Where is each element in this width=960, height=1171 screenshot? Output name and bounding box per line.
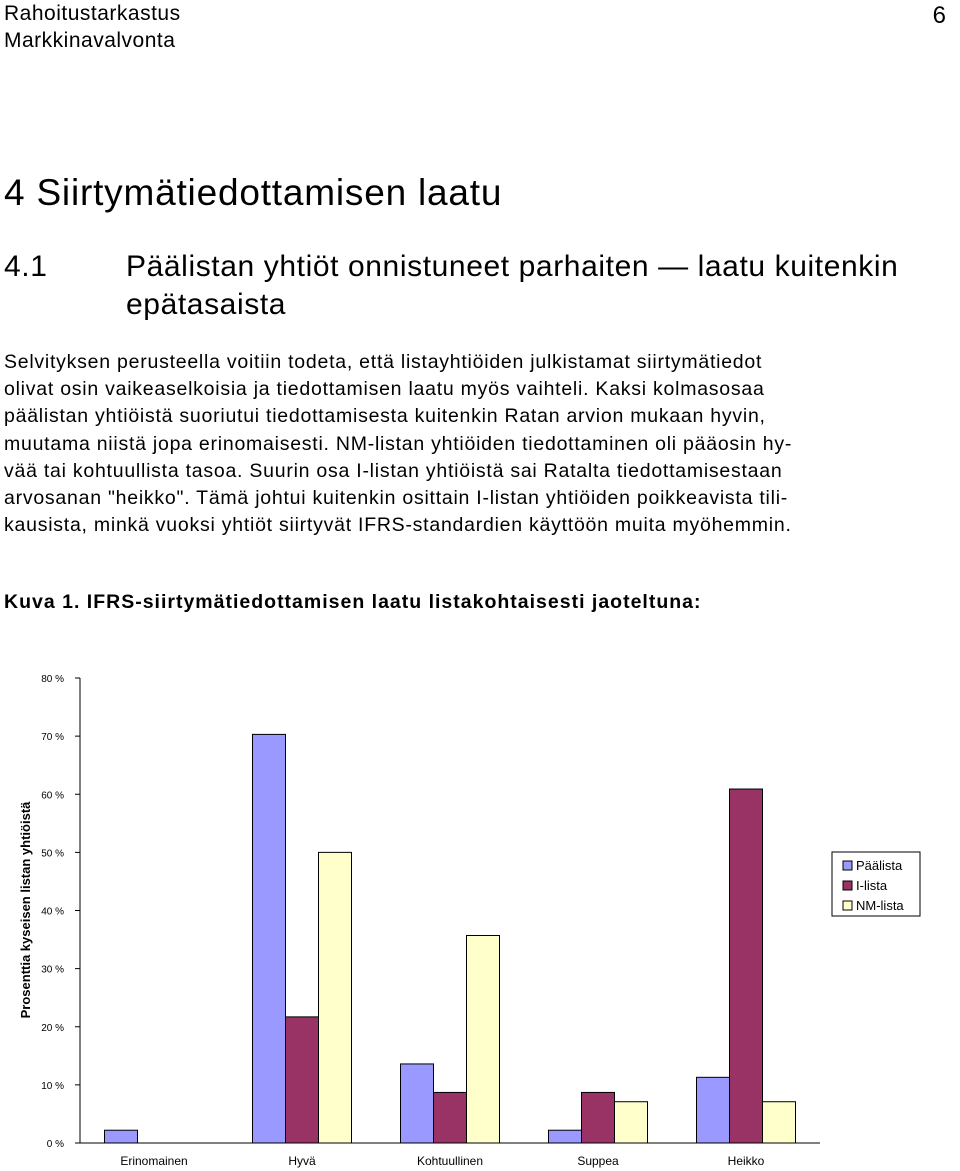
paragraph-line: päälistan yhtiöistä suoriutui tiedottamisesta kuitenkin Ratan arvion mukaan hyvin, <box>4 405 766 428</box>
bar-p-lista <box>401 1064 434 1143</box>
paragraph-line: kausista, minkä vuoksi yhtiöt siirtyvät IFRS-standardien käyttöön muita myöhemmin. <box>4 514 792 537</box>
y-tick-label: 0 % <box>46 1139 64 1150</box>
x-category-label: Hyvä <box>288 1154 316 1168</box>
bar-p-lista <box>697 1077 730 1143</box>
y-tick-label: 10 % <box>41 1080 64 1092</box>
paragraph-line: olivat osin vaikeaselkoisia ja tiedottamisen laatu myös vaihteli. Kaksi kolmasosaa <box>4 378 765 401</box>
legend-swatch <box>843 881 852 890</box>
y-tick-label: 30 % <box>41 964 64 976</box>
legend-label: I-lista <box>856 878 888 893</box>
bar-nm-lista <box>319 852 352 1143</box>
bar-p-lista <box>549 1130 582 1143</box>
paragraph-line: arvosanan "heikko". Tämä johtui kuitenkin osittain I-listan yhtiöiden poikkeavista tili- <box>4 487 789 510</box>
paragraph-line: Selvityksen perusteella voitiin todeta, että listayhtiöiden julkistamat siirtymätiedot <box>4 351 763 373</box>
subsection-title-line2: epätasaista <box>126 288 287 321</box>
header-department: Markkinavalvonta <box>4 29 176 52</box>
legend-swatch <box>843 861 852 870</box>
x-category-label: Suppea <box>577 1154 619 1168</box>
y-tick-label: 50 % <box>41 848 64 860</box>
x-category-label: Heikko <box>727 1154 765 1168</box>
bar-nm-lista <box>615 1102 648 1143</box>
legend-label: NM-lista <box>856 898 904 913</box>
section-heading: 4 Siirtymätiedottamisen laatu <box>4 172 503 213</box>
bar-nm-lista <box>467 935 500 1143</box>
y-tick-label: 60 % <box>41 790 64 802</box>
subsection-title-line1: Päälistan yhtiöt onnistuneet parhaiten — laatu kuitenkin <box>126 250 899 283</box>
y-tick-label: 40 % <box>41 906 64 918</box>
y-tick-label: 20 % <box>41 1022 64 1034</box>
figure-caption: Kuva 1. IFRS-siirtymätiedottamisen laatu listakohtaisesti jaoteltuna: <box>4 591 702 613</box>
bar-i-lista <box>730 789 763 1143</box>
header-organization: Rahoitustarkastus <box>4 2 181 25</box>
paragraph-line: vää tai kohtuullista tasoa. Suurin osa I-listan yhtiöistä sai Ratalta tiedottamisestaan <box>4 459 783 482</box>
x-category-label: Kohtuullinen <box>416 1154 484 1168</box>
paragraph-line: muutama niistä jopa erinomaisesti. NM-listan yhtiöiden tiedottaminen oli pääosin hy- <box>4 432 793 455</box>
bar-i-lista <box>434 1092 467 1143</box>
bar-nm-lista <box>763 1102 796 1143</box>
y-axis-title: Prosenttia kyseisen listan yhtiöistä <box>18 801 33 1019</box>
legend-swatch <box>843 901 852 910</box>
legend-label: Päälista <box>856 858 903 873</box>
bar-i-lista <box>286 1017 319 1143</box>
page-number: 6 <box>932 2 946 29</box>
bar-p-lista <box>253 734 286 1143</box>
bar-i-lista <box>582 1092 615 1143</box>
subsection-number: 4.1 <box>4 250 48 283</box>
y-tick-label: 70 % <box>41 732 64 744</box>
x-category-label: Erinomainen <box>120 1154 188 1168</box>
y-tick-label: 80 % <box>41 674 64 685</box>
bar-p-lista <box>105 1130 138 1143</box>
